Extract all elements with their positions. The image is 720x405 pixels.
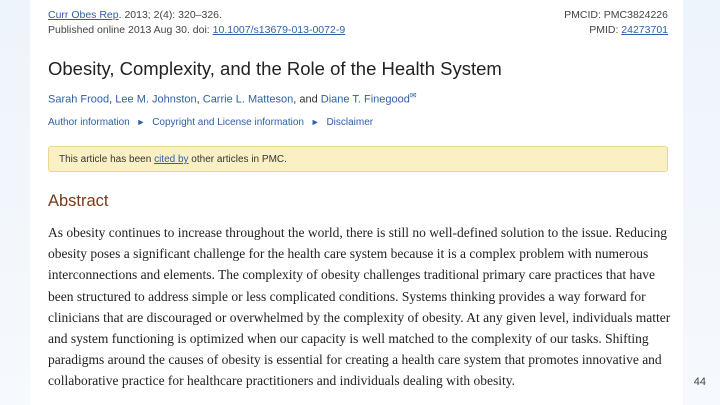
author-link[interactable]: Sarah Frood <box>48 93 110 106</box>
disclaimer-link[interactable]: Disclaimer <box>326 117 374 128</box>
journal-link[interactable]: Curr Obes Rep <box>48 9 119 21</box>
slide-right-margin <box>680 0 720 405</box>
published-line <box>48 23 668 38</box>
slide-left-margin <box>0 0 30 405</box>
pmid-line <box>589 23 668 38</box>
volume-info: . 2013; 2(4): 320–326. <box>118 9 222 21</box>
published-text: Published online 2013 Aug 30. doi: <box>48 24 210 36</box>
author-link[interactable]: Lee M. Johnston <box>115 93 197 106</box>
mail-icon[interactable]: ✉ <box>409 91 417 100</box>
doi-link[interactable]: 10.1007/s13679-013-0072-9 <box>212 24 346 36</box>
author-link[interactable]: Carrie L. Matteson <box>202 93 294 106</box>
article-title: Obesity, Complexity, and the Role of the Health System <box>48 58 502 79</box>
pmid-link[interactable]: 24273701 <box>621 24 668 36</box>
info-links <box>48 117 373 128</box>
cited-by-link[interactable]: cited by <box>154 154 189 165</box>
abstract-body: As obesity continues to increase throughout the world, there is still no well-defined solution to the issue. Reducing obesity poses a significant challenge for the health care system because it is a complex problem with numerous interconnections and elements. The complexity of obesity challenges traditional primary care practices that have been structured to address simple or less complicated conditions. Systems thinking provides a way forward for clinicians that are discouraged or overwhelmed by the complexity of obesity. At any given level, individuals matter and system functioning is optimized when our capacity is well matched to the complexity of our tasks. Shifting paradigms around the causes of obesity is essential for creating a health care system that promotes innovative and collaborative practice for healthcare practitioners and individuals dealing with obesity. <box>48 225 671 389</box>
pmcid-label: PMCID: <box>564 9 601 21</box>
pmcid-value: PMC3824226 <box>603 9 668 21</box>
cited-notice-text: This article has been cited by other articles in PMC. <box>59 154 287 165</box>
author-link[interactable]: Diane T. Finegood <box>320 93 410 106</box>
abstract-heading: Abstract <box>48 192 109 210</box>
pmid-label: PMID: <box>589 24 619 36</box>
author-list: Sarah Frood, Lee M. Johnston, Carrie L. Matteson, and Diane T. Finegood✉ <box>48 91 417 106</box>
cited-by-notice <box>48 146 668 172</box>
citation-block <box>48 8 668 38</box>
copyright-link[interactable]: Copyright and License information <box>152 117 304 128</box>
author-information-link[interactable]: Author information <box>48 117 130 128</box>
arrow-right-icon: ► <box>310 117 320 127</box>
article-page <box>38 0 683 405</box>
pmcid-line <box>564 8 668 23</box>
slide-number: 44 <box>693 376 706 388</box>
arrow-right-icon: ► <box>136 117 146 127</box>
